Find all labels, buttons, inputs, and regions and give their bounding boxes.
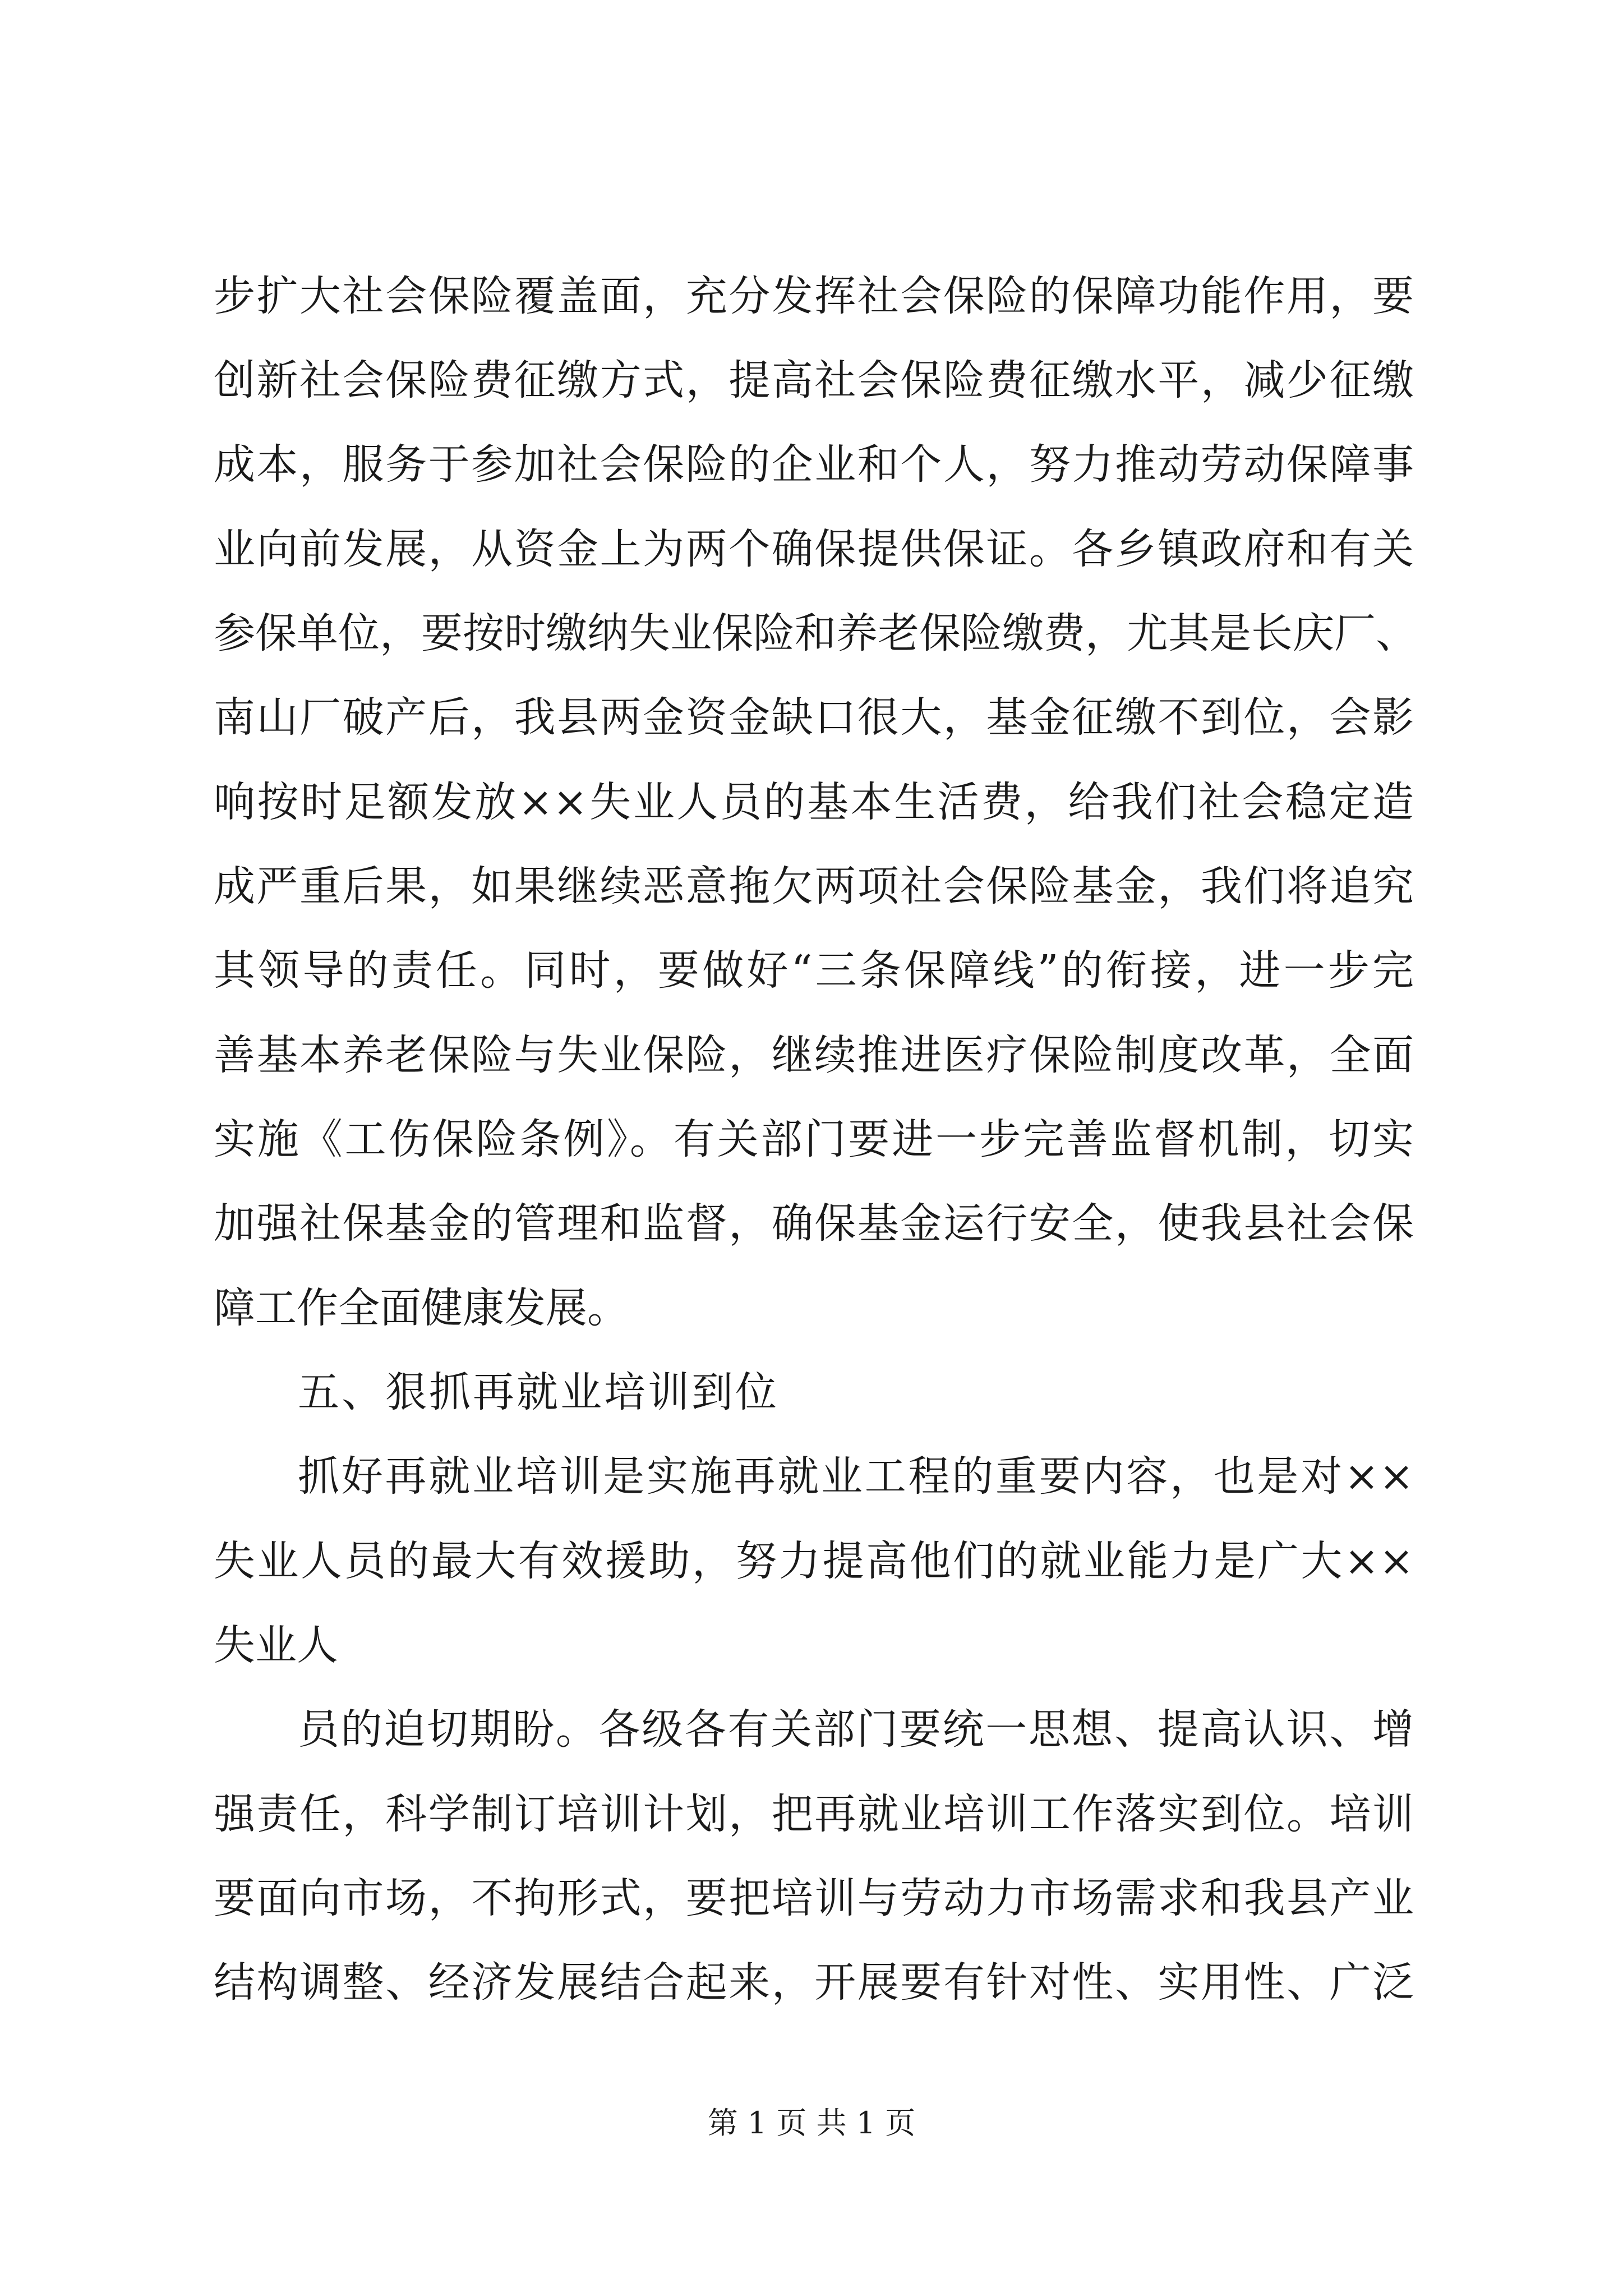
text-line: 加强社保基金的管理和监督，确保基金运行安全，使我县社会保 <box>214 1199 1414 1248</box>
text-line: 抓好再就业培训是实施再就业工程的重要内容，也是对×× <box>298 1452 1414 1501</box>
section-heading: 五、狠抓再就业培训到位 <box>298 1368 779 1416</box>
text-line: 失业人员的最大有效援助，努力提高他们的就业能力是广大×× <box>214 1537 1414 1585</box>
text-line: 参保单位，要按时缴纳失业保险和养老保险缴费，尤其是长庆厂、 <box>214 609 1417 657</box>
text-line: 失业人 <box>214 1621 338 1669</box>
text-line: 南山厂破产后，我县两金资金缺口很大，基金征缴不到位，会影 <box>214 693 1414 742</box>
text-line: 步扩大社会保险覆盖面，充分发挥社会保险的保障功能作用，要 <box>214 272 1414 320</box>
text-line: 响按时足额发放××失业人员的基本生活费，给我们社会稳定造 <box>214 778 1414 826</box>
text-line: 成本，服务于参加社会保险的企业和个人，努力推动劳动保障事 <box>214 440 1414 489</box>
text-line: 成严重后果，如果继续恶意拖欠两项社会保险基金，我们将追究 <box>214 862 1414 910</box>
text-line: 业向前发展，从资金上为两个确保提供保证。各乡镇政府和有关 <box>214 525 1414 573</box>
text-line: 障工作全面健康发展。 <box>214 1284 629 1332</box>
text-line: 强责任，科学制订培训计划，把再就业培训工作落实到位。培训 <box>214 1790 1414 1838</box>
text-line: 实施《工伤保险条例》。有关部门要进一步完善监督机制，切实 <box>214 1115 1414 1163</box>
text-line: 善基本养老保险与失业保险，继续推进医疗保险制度改革，全面 <box>214 1031 1414 1079</box>
text-line: 员的迫切期盼。各级各有关部门要统一思想、提高认识、增 <box>298 1705 1414 1754</box>
text-line: 创新社会保险费征缴方式，提高社会保险费征缴水平，减少征缴 <box>214 356 1414 404</box>
text-line: 要面向市场，不拘形式，要把培训与劳动力市场需求和我县产业 <box>214 1874 1414 1922</box>
text-line: 结构调整、经济发展结合起来，开展要有针对性、实用性、广泛 <box>214 1958 1414 2007</box>
text-line: 其领导的责任。同时，要做好“三条保障线”的衔接，进一步完 <box>214 946 1414 995</box>
page-footer: 第 1 页 共 1 页 <box>707 2105 916 2141</box>
